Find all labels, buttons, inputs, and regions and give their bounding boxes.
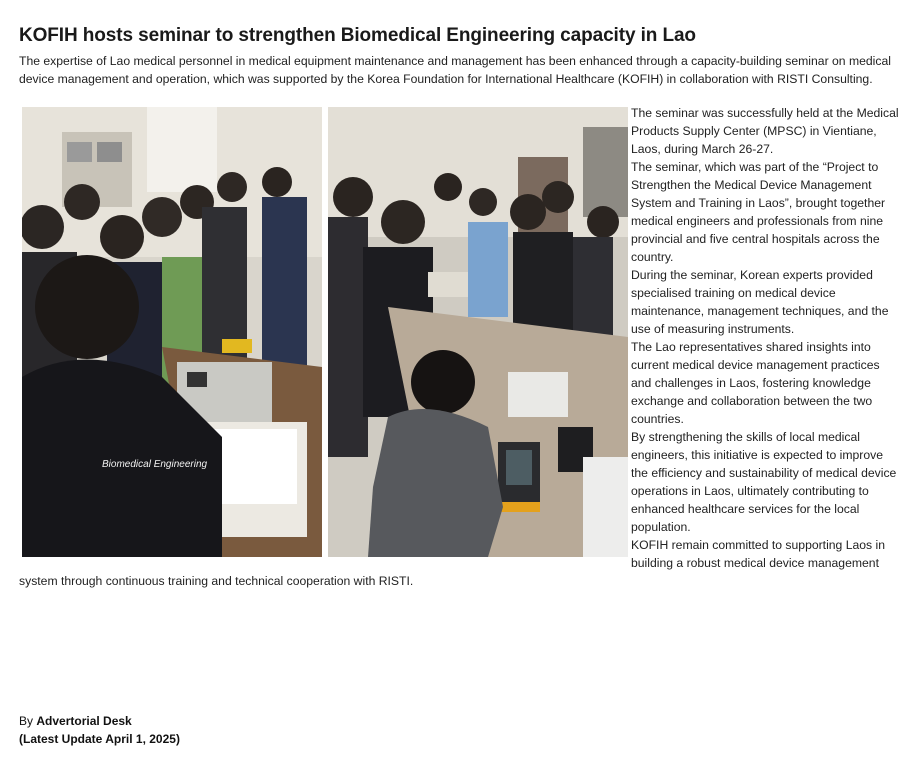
article-lead: The expertise of Lao medical personnel in medical equipment maintenance and management has been enhanced through a capacity-building seminar on medical device management and operation, which was supported by the Korea Foundation for International Healthcare (KOFIH) in collaboration with RISTI Consulting.	[19, 54, 891, 86]
article-tail-text: system through continuous training and technical cooperation with RISTI.	[19, 574, 414, 588]
article-body-column	[631, 104, 901, 572]
body-paragraph: KOFIH remain committed to supporting Laos in building a robust medical device management	[631, 538, 886, 570]
last-update: (Latest Update April 1, 2025)	[19, 732, 180, 746]
seminar-photo-2	[328, 107, 628, 557]
article-title: KOFIH hosts seminar to strengthen Biomedical Engineering capacity in Lao	[19, 24, 696, 46]
body-paragraph: During the seminar, Korean experts provided specialised training on medical device maintenance, management techniques, and the use of measuring instruments.	[631, 268, 889, 336]
byline	[19, 712, 180, 748]
body-paragraph: By strengthening the skills of local medical engineers, this initiative is expected to improve the efficiency and sustainability of medical device operations in Laos, ultimately contributing to enhanced healthcare services for the local population.	[631, 430, 897, 534]
seminar-photo-1	[22, 107, 322, 557]
byline-prefix: By	[19, 714, 34, 728]
byline-author: Advertorial Desk	[36, 714, 132, 728]
body-paragraph: The seminar was successfully held at the Medical Products Supply Center (MPSC) in Vientiane, Laos, during March 26-27.	[631, 106, 899, 156]
shirt-print-text: Biomedical Engineering	[102, 459, 208, 470]
body-paragraph: The seminar, which was part of the “Project to Strengthen the Medical Device Management System and Training in Laos”, brought together medical engineers and professionals from nine provincial and five central hospitals across the country.	[631, 160, 886, 264]
body-paragraph: The Lao representatives shared insights into current medical device management practices and challenges in Laos, fostering knowledge exchange and collaboration between the two countries.	[631, 340, 880, 426]
